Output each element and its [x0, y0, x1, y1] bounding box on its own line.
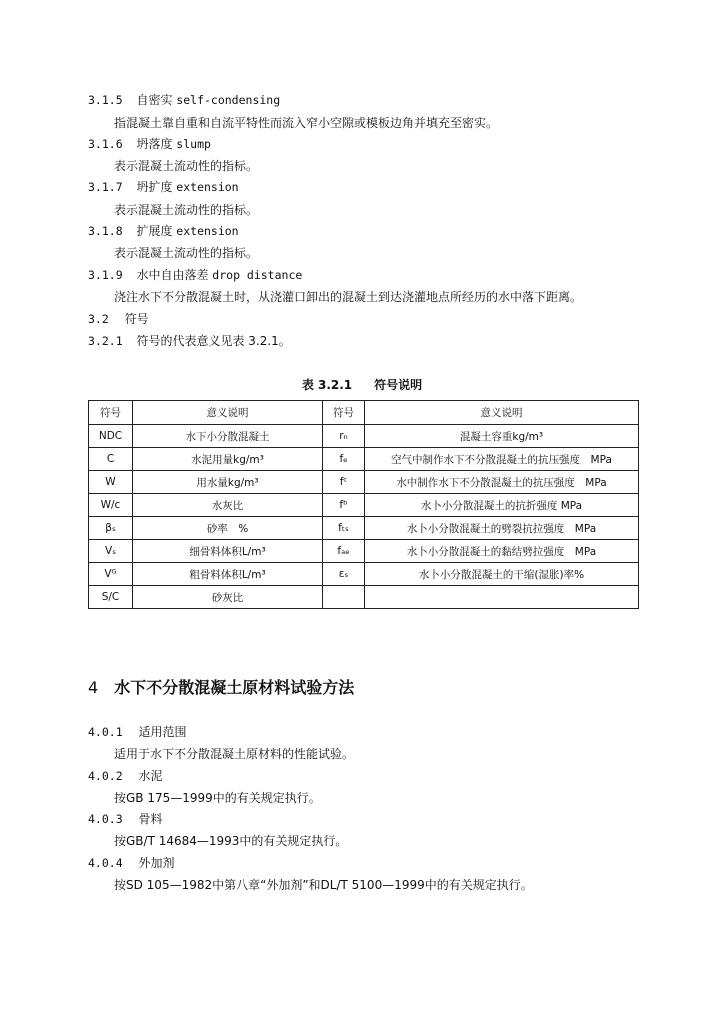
symbol-cell: W/c: [89, 494, 133, 517]
section-number: 3.2: [88, 312, 109, 326]
meaning-cell: 用水量kg/m³: [133, 471, 323, 494]
section-number: 3.1.7: [88, 180, 123, 194]
header-cell: 符号: [323, 401, 365, 425]
term-english: extension: [176, 224, 239, 238]
meaning-cell: 水泥用量kg/m³: [133, 448, 323, 471]
section-number: 3.2.1: [88, 334, 123, 348]
term-english: extension: [176, 180, 239, 194]
section-title: 骨料: [138, 812, 163, 826]
table-row: [89, 517, 639, 540]
term-title: 扩展度: [136, 224, 173, 238]
section-number: 4.0.4: [88, 856, 123, 870]
section-4-0-3-body: 按GB/T 14684—1993中的有关规定执行。: [114, 834, 348, 848]
chapter-title: 水下不分散混凝土原材料试验方法: [114, 678, 355, 697]
symbol-cell: βₛ: [89, 517, 133, 540]
meaning-cell: 水卜小分散混凝土的干缩(湿胀)率%: [365, 563, 639, 586]
meaning-cell: 水卜小分散混凝土的黏结劈拉强度 MPa: [365, 540, 639, 563]
term-english: slump: [176, 137, 211, 151]
meaning-cell: 水卜小分散混凝土的抗折强度 MPa: [365, 494, 639, 517]
header-cell: 意义说明: [133, 401, 323, 425]
section-4-0-3-heading: [88, 811, 162, 827]
section-3-1-6-heading: [88, 136, 211, 152]
section-3-2-heading: [88, 311, 149, 327]
symbol-cell: rₙ: [323, 425, 365, 448]
symbol-cell: S/C: [89, 586, 133, 609]
section-4-0-2-body: 按GB 175—1999中的有关规定执行。: [114, 791, 321, 805]
table-row: [89, 425, 639, 448]
section-number: 4.0.3: [88, 812, 123, 826]
symbol-cell: C: [89, 448, 133, 471]
section-3-1-7-body: 表示混凝土流动性的指标。: [114, 203, 259, 217]
meaning-cell: 水下小分散混凝土: [133, 425, 323, 448]
section-3-1-9-body: 浇注水下不分散混凝土时，从浇灌口卸出的混凝土到达浇灌地点所经历的水中落下距离。: [114, 290, 583, 304]
chapter-heading: [88, 678, 354, 698]
meaning-cell: [365, 586, 639, 609]
symbol-cell: fₜₛ: [323, 517, 365, 540]
section-3-1-6-body: 表示混凝土流动性的指标。: [114, 159, 259, 173]
table-row: [89, 540, 639, 563]
section-number: 3.1.6: [88, 137, 123, 151]
section-3-1-7-heading: [88, 179, 239, 195]
table-row: [89, 448, 639, 471]
table-number: 表 3.2.1: [301, 378, 353, 392]
section-3-1-5-body: 指混凝土靠自重和自流平特性而流入窄小空隙或模板边角并填充至密实。: [114, 116, 499, 130]
term-title: 水中自由落差: [136, 268, 209, 282]
section-3-1-8-body: 表示混凝土流动性的指标。: [114, 246, 259, 260]
symbol-cell: fₐₑ: [323, 540, 365, 563]
term-title: 自密实: [136, 93, 173, 107]
symbol-cell: Vᴳ: [89, 563, 133, 586]
section-4-0-2-heading: [88, 768, 162, 784]
section-4-0-4-body: 按SD 105—1982中第八章“外加剂”和DL/T 5100—1999中的有关规定执行。: [114, 878, 533, 892]
table-title: 符号说明: [374, 378, 423, 392]
header-cell: 意义说明: [365, 401, 639, 425]
section-number: 3.1.5: [88, 93, 123, 107]
meaning-cell: 水灰比: [133, 494, 323, 517]
section-4-0-4-heading: [88, 855, 174, 871]
symbol-cell: Vₛ: [89, 540, 133, 563]
section-number: 3.1.8: [88, 224, 123, 238]
symbol-cell: fᶜ: [323, 471, 365, 494]
term-english: self-condensing: [176, 93, 281, 107]
meaning-cell: 砂率 %: [133, 517, 323, 540]
symbol-cell: εₛ: [323, 563, 365, 586]
table-row: [89, 563, 639, 586]
symbol-cell: NDC: [89, 425, 133, 448]
table-header-row: [89, 401, 639, 425]
symbol-cell: [323, 586, 365, 609]
table-caption: [0, 377, 724, 393]
table-row: [89, 471, 639, 494]
section-3-1-5-heading: [88, 92, 280, 108]
meaning-cell: 水中制作水下不分散混凝土的抗压强度 MPa: [365, 471, 639, 494]
symbol-table: [88, 400, 639, 609]
section-3-2-1-heading: [88, 333, 291, 349]
section-title: 符号的代表意义见表 3.2.1。: [136, 334, 291, 348]
section-4-0-1-heading: [88, 724, 186, 740]
symbol-cell: W: [89, 471, 133, 494]
section-4-0-1-body: 适用于水下不分散混凝土原材料的性能试验。: [114, 747, 355, 761]
section-3-1-8-heading: [88, 223, 239, 239]
section-title: 适用范围: [138, 725, 187, 739]
meaning-cell: 粗骨料体积L/m³: [133, 563, 323, 586]
meaning-cell: 砂灰比: [133, 586, 323, 609]
header-cell: 符号: [89, 401, 133, 425]
section-number: 4.0.1: [88, 725, 123, 739]
section-number: 4.0.2: [88, 769, 123, 783]
term-english: drop distance: [212, 268, 303, 282]
section-title: 符号: [124, 312, 149, 326]
term-title: 坍扩度: [136, 180, 173, 194]
table-row: [89, 586, 639, 609]
symbol-cell: fₑ: [323, 448, 365, 471]
chapter-number: 4: [88, 678, 99, 697]
section-title: 水泥: [138, 769, 163, 783]
meaning-cell: 水卜小分散混凝土的劈裂抗拉强度 MPa: [365, 517, 639, 540]
section-title: 外加剂: [138, 856, 175, 870]
table-row: [89, 494, 639, 517]
term-title: 坍落度: [136, 137, 173, 151]
meaning-cell: 混凝土容重kg/m³: [365, 425, 639, 448]
meaning-cell: 空气中制作水下不分散混凝土的抗压强度 MPa: [365, 448, 639, 471]
section-3-1-9-heading: [88, 267, 302, 283]
section-number: 3.1.9: [88, 268, 123, 282]
meaning-cell: 细骨料体积L/m³: [133, 540, 323, 563]
symbol-cell: fᵇ: [323, 494, 365, 517]
